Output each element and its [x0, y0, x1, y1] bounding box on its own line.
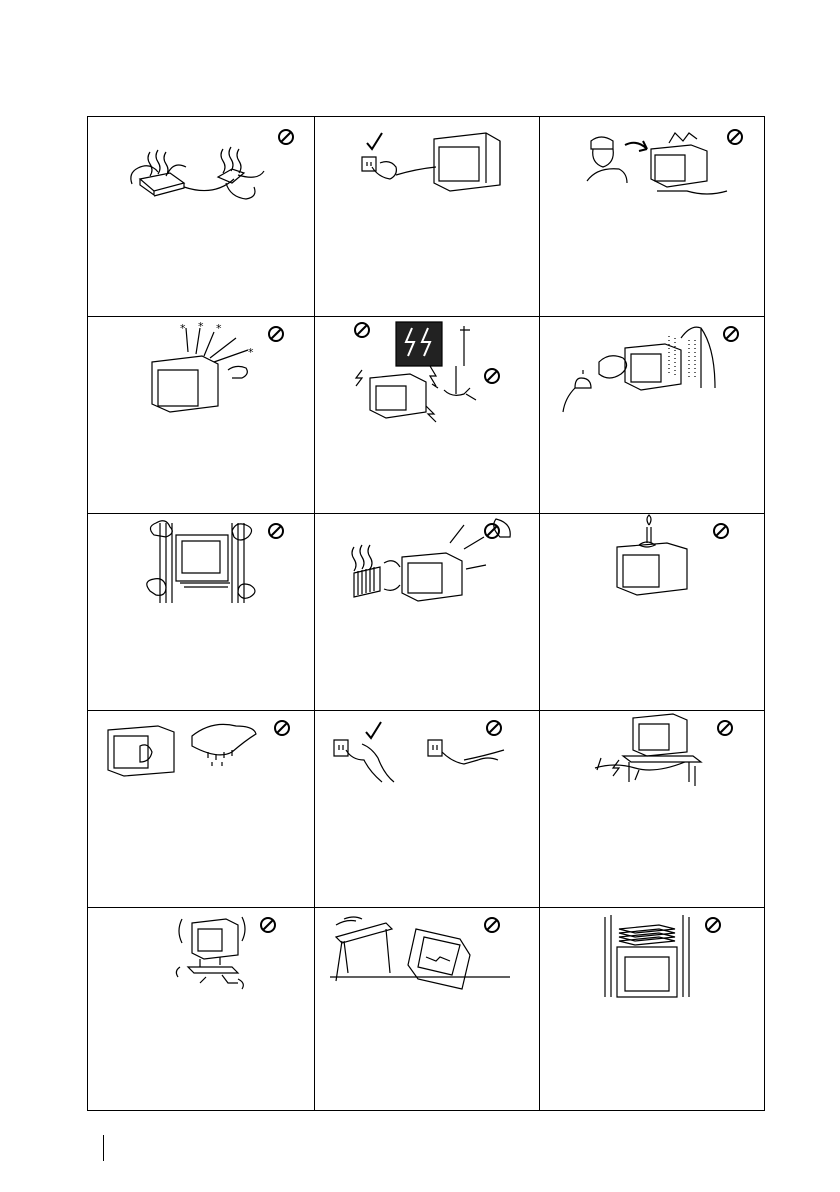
safety-grid [87, 116, 765, 1111]
cell-pull-plug [314, 710, 539, 907]
enclosed-tv-illustration [147, 521, 255, 603]
candle-tv-illustration [617, 515, 687, 595]
lightning-illustration [356, 322, 476, 422]
cell-lightning [314, 316, 539, 513]
stacked-tv-illustration [605, 915, 689, 997]
tv-stand-cord-illustration [595, 714, 701, 786]
cell-heat-sources [314, 513, 539, 710]
prohibited-icon [352, 320, 372, 340]
prohibited-icon [715, 718, 735, 738]
prohibited-icon [266, 521, 286, 541]
prohibited-icon [258, 915, 278, 935]
tv-vents-illustration [152, 320, 254, 412]
cell-blocked-ventilation [88, 513, 314, 710]
prohibited-icon [711, 521, 731, 541]
cell-stacked-objects [539, 907, 766, 1112]
prohibited-icon [276, 127, 296, 147]
prohibited-icon [703, 915, 723, 935]
prohibited-icon [484, 718, 504, 738]
cell-cleaning [88, 710, 314, 907]
wobbly-tv-illustration [176, 917, 245, 989]
pull-plug-illustration [334, 740, 504, 782]
prohibited-icon [266, 324, 286, 344]
checkmark-icon [366, 722, 381, 738]
cell-overloaded-outlet [88, 117, 314, 316]
power-strip-illustration [131, 165, 264, 199]
cleaning-illustration [108, 724, 256, 776]
moisture-illustration [563, 327, 715, 412]
prohibited-icon [725, 127, 745, 147]
prohibited-icon [721, 324, 741, 344]
cell-plug-in-outlet [314, 117, 539, 316]
cell-unstable-stand [88, 907, 314, 1112]
page-margin-rule [103, 1135, 104, 1161]
checkmark-icon [367, 133, 382, 149]
cell-candle-on-tv [539, 513, 766, 710]
prohibited-icon [482, 915, 502, 935]
cell-service-technician [539, 117, 766, 316]
cell-pinched-cord [539, 710, 766, 907]
svg-text:*: * [198, 320, 204, 333]
cell-falling-tv [314, 907, 539, 1112]
prohibited-icon [482, 521, 502, 541]
cell-objects-in-vents [88, 316, 314, 513]
prohibited-icon [482, 366, 502, 386]
cell-moisture [539, 316, 766, 513]
svg-text:*: * [248, 346, 254, 359]
tv-plug-illustration [362, 133, 500, 191]
technician-illustration [587, 133, 727, 194]
prohibited-icon [272, 718, 292, 738]
svg-text:*: * [180, 322, 186, 335]
svg-text:*: * [216, 322, 222, 335]
